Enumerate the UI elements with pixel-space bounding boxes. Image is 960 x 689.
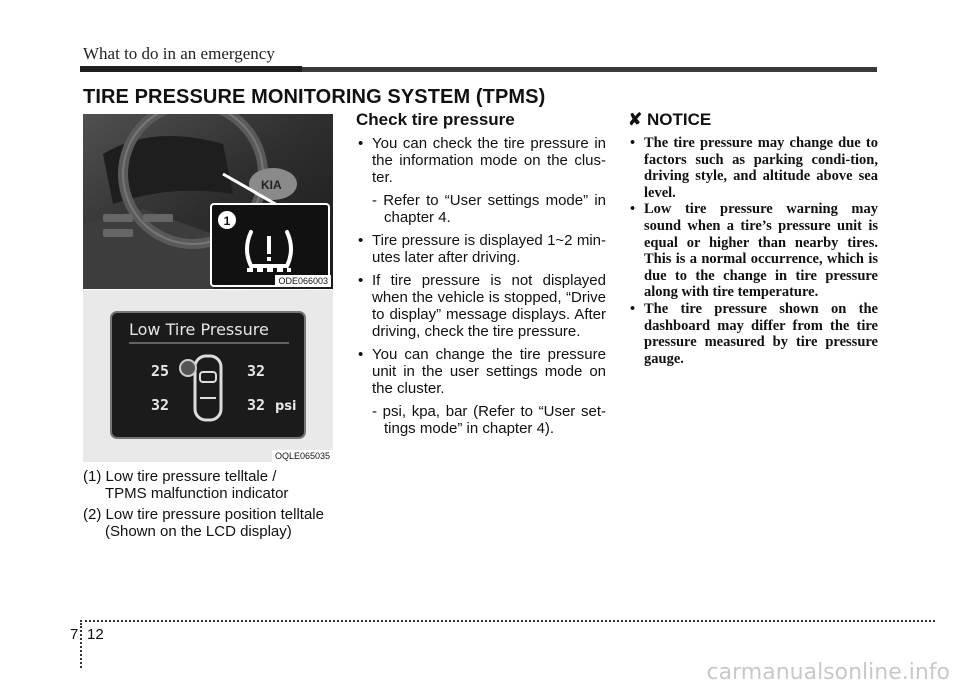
lcd-front-right-value: 32 <box>247 362 266 380</box>
image-code-dashboard: ODE066003 <box>275 275 331 287</box>
svg-text:KIA: KIA <box>261 178 282 192</box>
watermark: carmanualsonline.info <box>706 660 950 685</box>
caption-2-number: (2) <box>83 506 102 523</box>
notice-heading: ✘ NOTICE <box>628 110 712 129</box>
dashboard-illustration <box>83 114 333 289</box>
list-item: • The tire pressure may change due to factors such as parking condi-tion, driving style, and altitude above sea level. <box>628 135 878 201</box>
caption-1-number: (1) <box>83 468 102 485</box>
list-item: • Tire pressure is displayed 1~2 min-utes later after driving. <box>356 232 606 266</box>
caption-1-line1: Low tire pressure telltale / <box>105 468 277 485</box>
list-item: • The tire pressure shown on the dashboard may differ from the tire pressure measured by tire pressure gauge. <box>628 301 878 367</box>
footer-divider <box>80 623 82 668</box>
list-subitem: - psi, kpa, bar (Refer to “User set-tings mode” in chapter 4). <box>372 403 606 437</box>
lcd-display-image <box>83 290 333 462</box>
header-rule-accent <box>80 66 302 72</box>
caption-2-line2: (Shown on the LCD display) <box>105 523 292 540</box>
check-tire-pressure-heading: Check tire pressure <box>356 110 515 129</box>
lcd-rear-right-value: 32 <box>247 396 266 414</box>
lcd-front-left-value: 25 <box>151 362 170 380</box>
footer-rule <box>80 620 935 622</box>
caption-2 <box>83 506 343 540</box>
lcd-illustration <box>83 290 333 462</box>
section-title: TIRE PRESSURE MONITORING SYSTEM (TPMS) <box>83 86 546 108</box>
image-code-lcd: OQLE065035 <box>272 450 333 462</box>
lcd-rear-left-value: 32 <box>151 396 170 414</box>
list-item: • If tire pressure is not displayed when the vehicle is stopped, “Drive to display” message displays. After driving, check the tire pressure. <box>356 272 606 340</box>
lcd-unit: psi <box>275 399 297 414</box>
chapter-number: 7 <box>70 626 79 643</box>
lcd-title: Low Tire Pressure <box>129 320 269 339</box>
dashboard-photo <box>83 114 333 289</box>
list-item: • Low tire pressure warning may sound when a tire’s pressure unit is equal or higher than nearby tires. This is a normal occurrence, which is due to the change in tire pressure along with tire temperature. <box>628 201 878 301</box>
front-left-tire-warning-icon <box>180 360 196 376</box>
notice-list <box>628 135 878 367</box>
caption-1-line2: TPMS malfunction indicator <box>105 485 289 502</box>
page-number: 12 <box>87 626 104 643</box>
list-item: • You can change the tire pressure unit in the user settings mode on the cluster. <box>356 346 606 397</box>
caption-1 <box>83 468 343 502</box>
caption-2-line1: Low tire pressure position telltale <box>105 506 324 523</box>
callout-number-label: 1 <box>223 214 231 228</box>
list-subitem: - Refer to “User settings mode” in chapter 4. <box>372 192 606 226</box>
list-item: • You can check the tire pressure in the information mode on the clus-ter. <box>356 135 606 186</box>
chapter-title: What to do in an emergency <box>83 44 275 63</box>
check-tire-pressure-list <box>356 135 606 443</box>
